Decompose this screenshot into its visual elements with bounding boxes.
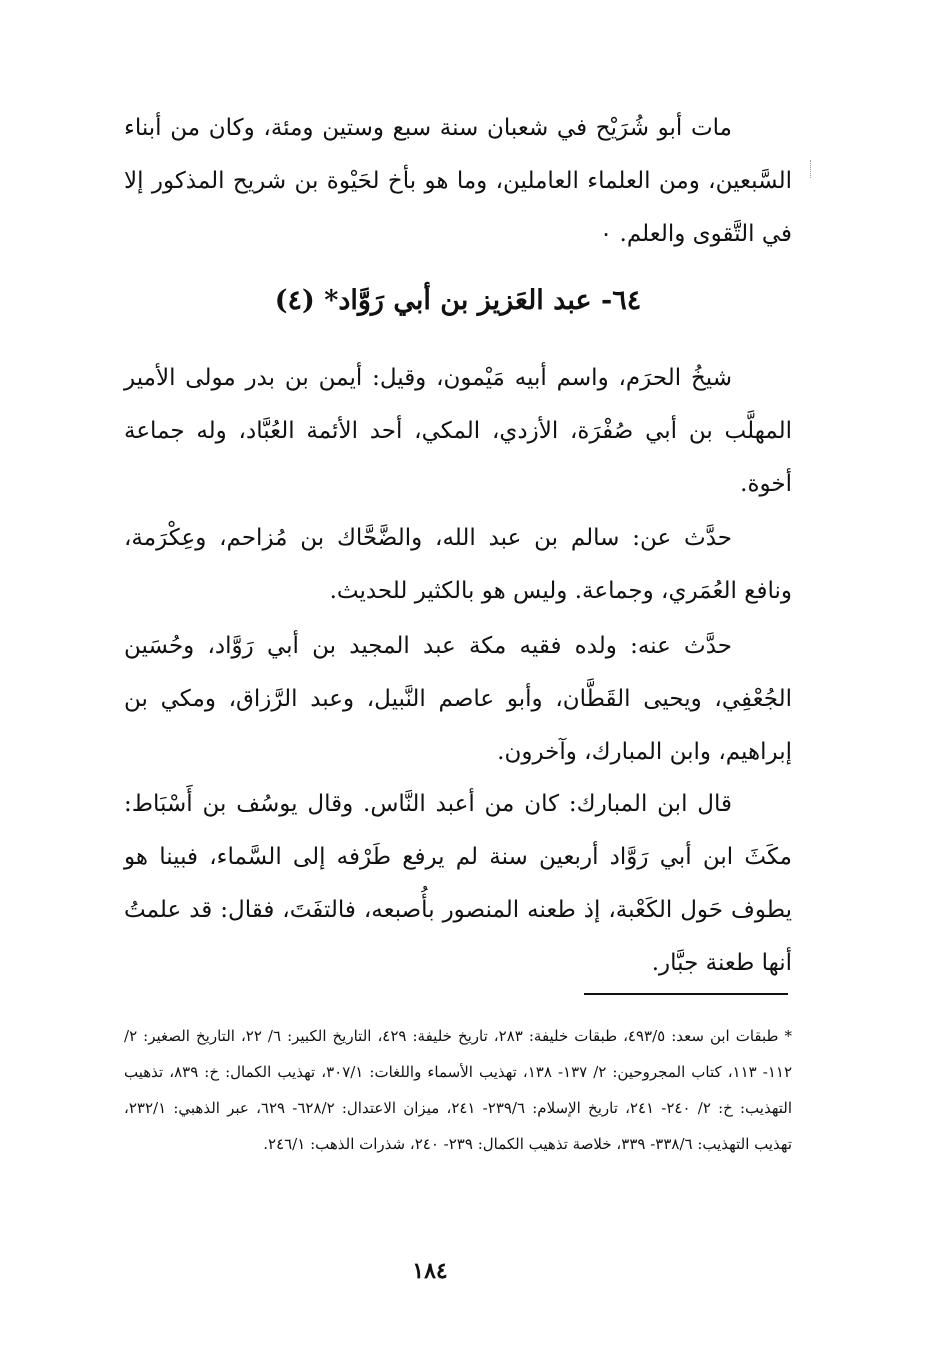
- paragraph-narrated-by: حدَّث عنه: ولده فقيه مكة عبد المجيد بن أبي رَوَّاد، وحُسَين الجُعْفِي، ويحيى القَطَّان، وأبو عاصم النَّبيل، وعبد الرَّزاق، ومكي بن إبراهيم، وابن المبارك، وآخرون.: [124, 633, 792, 765]
- footnote-separator: [584, 993, 788, 995]
- margin-mark: [810, 160, 813, 178]
- paragraph-quotes: قال ابن المبارك: كان من أعبد النَّاس. وقال يوسُف بن أَسْبَاط: مكَثَ ابن أبي رَوَّاد أربعين سنة لم يرفع طَرْفه إلى السَّماء، فبينا هو يطوف حَول الكَعْبة، إذ طعنه المنصور بأُصبعه، فالتفَتَ، فقال: قد علمتُ أنها طعنة جبَّار.: [124, 791, 792, 976]
- entry-heading: ٦٤- عبد العَزيز بن أبي رَوَّاد* (٤): [274, 285, 642, 316]
- footnote-sources: * طبقات ابن سعد: ٤٩٣/٥، طبقات خليفة: ٢٨٣، تاريخ خليفة: ٤٢٩، التاريخ الكبير: ٦/ ٢٢، التاريخ الصغير: ٢/ ١١٢- ١١٣، كتاب المجروحين: ٢/ ١٣٧- ١٣٨، تهذيب الأسماء واللغات: ٣٠٧/١، تهذيب الكمال: خ: ٨٣٩، تذهيب التهذيب: خ: ٢/ ٢٤٠- ٢٤١، تاريخ الإسلام: ٢٣٩/٦- ٢٤١، ميزان الاعتدال: ٦٢٨/٢- ٦٢٩، عبر الذهبي: ٢٣٢/١، تهذيب التهذيب: ٣٣٨/٦- ٣٣٩، خلاصة تذهيب الكمال: ٢٣٩- ٢٤٠، شذرات الذهب: ٢٤٦/١.: [124, 1027, 793, 1153]
- paragraph-biography-intro: شيخُ الحرَم، واسم أبيه مَيْمون، وقيل: أيمن بن بدر مولى الأمير المهلَّب بن أبي صُفْرَة، الأزدي، المكي، أحد الأئمة العُبَّاد، وله جماعة أخوة.: [124, 365, 792, 497]
- page-number: ١٨٤: [412, 1258, 448, 1284]
- paragraph-closing-previous-entry: مات أبو شُرَيْح في شعبان سنة سبع وستين ومئة، وكان من أبناء السَّبعين، ومن العلماء العاملين، وما هو بأخ لحَيْوة بن شريح المذكور إلا في التَّقوى والعلم. ٠: [124, 115, 792, 247]
- paragraph-narrated-from: حدَّث عن: سالم بن عبد الله، والضَّحَّاك بن مُزاحم، وعِكْرَمة، ونافع العُمَري، وجماعة. وليس هو بالكثير للحديث.: [124, 525, 792, 604]
